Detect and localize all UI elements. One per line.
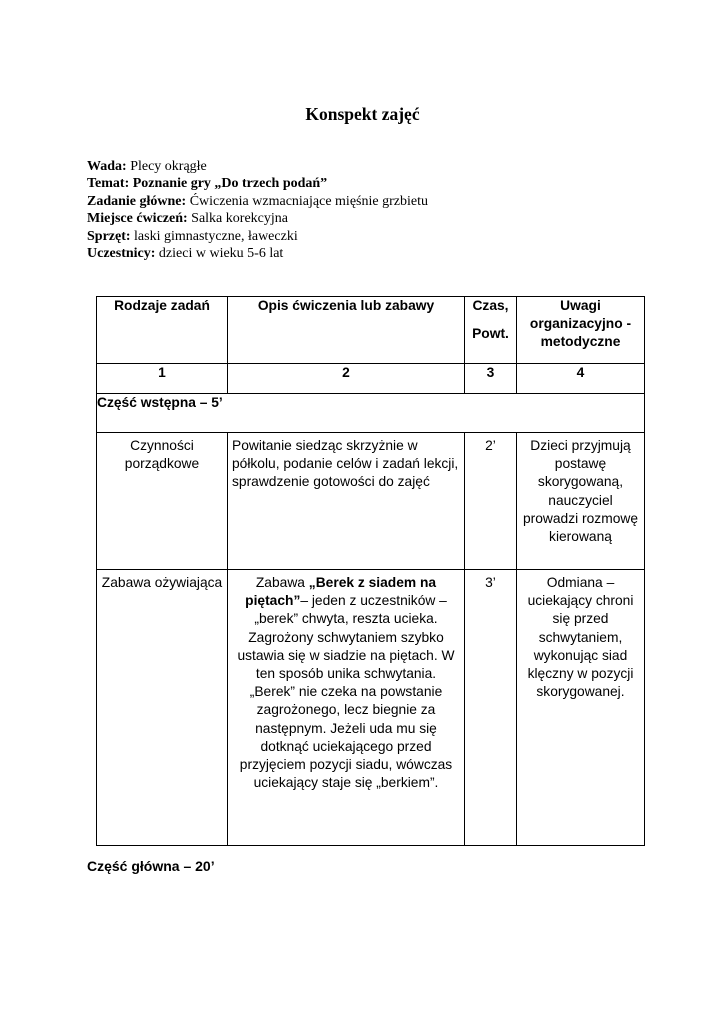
column-number: 2: [228, 364, 465, 394]
meta-defect: Wada: Plecy okrągłe: [87, 159, 207, 174]
meta-place: Miejsce ćwiczeń: Salka korekcyjna: [87, 211, 288, 227]
lesson-meta: [87, 158, 428, 262]
meta-equipment: Sprzęt: laski gimnastyczne, ławeczki: [87, 228, 298, 244]
column-number-row: [97, 364, 645, 394]
time-cell: 2’: [465, 433, 517, 570]
task-type-cell: Czynności porządkowe: [97, 433, 228, 570]
time-cell: 3’: [465, 570, 517, 846]
document-title: Konspekt zajęć: [305, 104, 420, 124]
description-cell: Zabawa „Berek z siadem na piętach”– jeden z uczestników – „berek” chwyta, reszta ucieka. Zagrożony schwytaniem szybko ustawia się w siadzie na piętach. W ten sposób unika schwytania. „Berek” nie czeka na powstanie zagrożonego, lecz biegnie za następnym. Jeżeli uda mu się dotknąć uciekającego przed przyjęciem pozycji siadu, wówczas uciekający staje się „berkiem”.: [228, 570, 465, 846]
table-row: [97, 570, 645, 846]
meta-participants: Uczestnicy: dzieci w wieku 5-6 lat: [87, 246, 284, 262]
table-row: [97, 433, 645, 570]
meta-topic: Temat: Poznanie gry „Do trzech podań”: [87, 176, 328, 192]
section-intro-title: Część wstępna – 5’: [97, 394, 645, 433]
notes-cell: Dzieci przyjmują postawę skorygowaną, nauczyciel prowadzi rozmowę kierowaną: [517, 433, 645, 570]
description-cell: Powitanie siedząc skrzyżnie w półkolu, podanie celów i zadań lekcji, sprawdzenie gotowości do zajęć: [228, 433, 465, 570]
header-description: Opis ćwiczenia lub zabawy: [228, 297, 465, 364]
section-row-intro: [97, 394, 645, 433]
game-name: „Berek z siadem na piętach”: [245, 575, 437, 609]
header-notes: Uwagi organizacyjno - metodyczne: [517, 297, 645, 364]
notes-cell: Odmiana – uciekający chroni się przed schwytaniem, wykonując siad klęczny w pozycji skorygowanej.: [517, 570, 645, 846]
header-time: Czas, Powt.: [465, 297, 517, 364]
column-number: 1: [97, 364, 228, 394]
lesson-plan-table: [96, 296, 645, 846]
column-number: 4: [517, 364, 645, 394]
section-main-title: Część główna – 20’: [87, 858, 215, 874]
header-task-type: Rodzaje zadań: [97, 297, 228, 364]
task-type-cell: Zabawa ożywiająca: [97, 570, 228, 846]
column-number: 3: [465, 364, 517, 394]
meta-main-task: Zadanie główne: Ćwiczenia wzmacniające mięśnie grzbietu: [87, 193, 428, 209]
table-header-row: [97, 297, 645, 364]
